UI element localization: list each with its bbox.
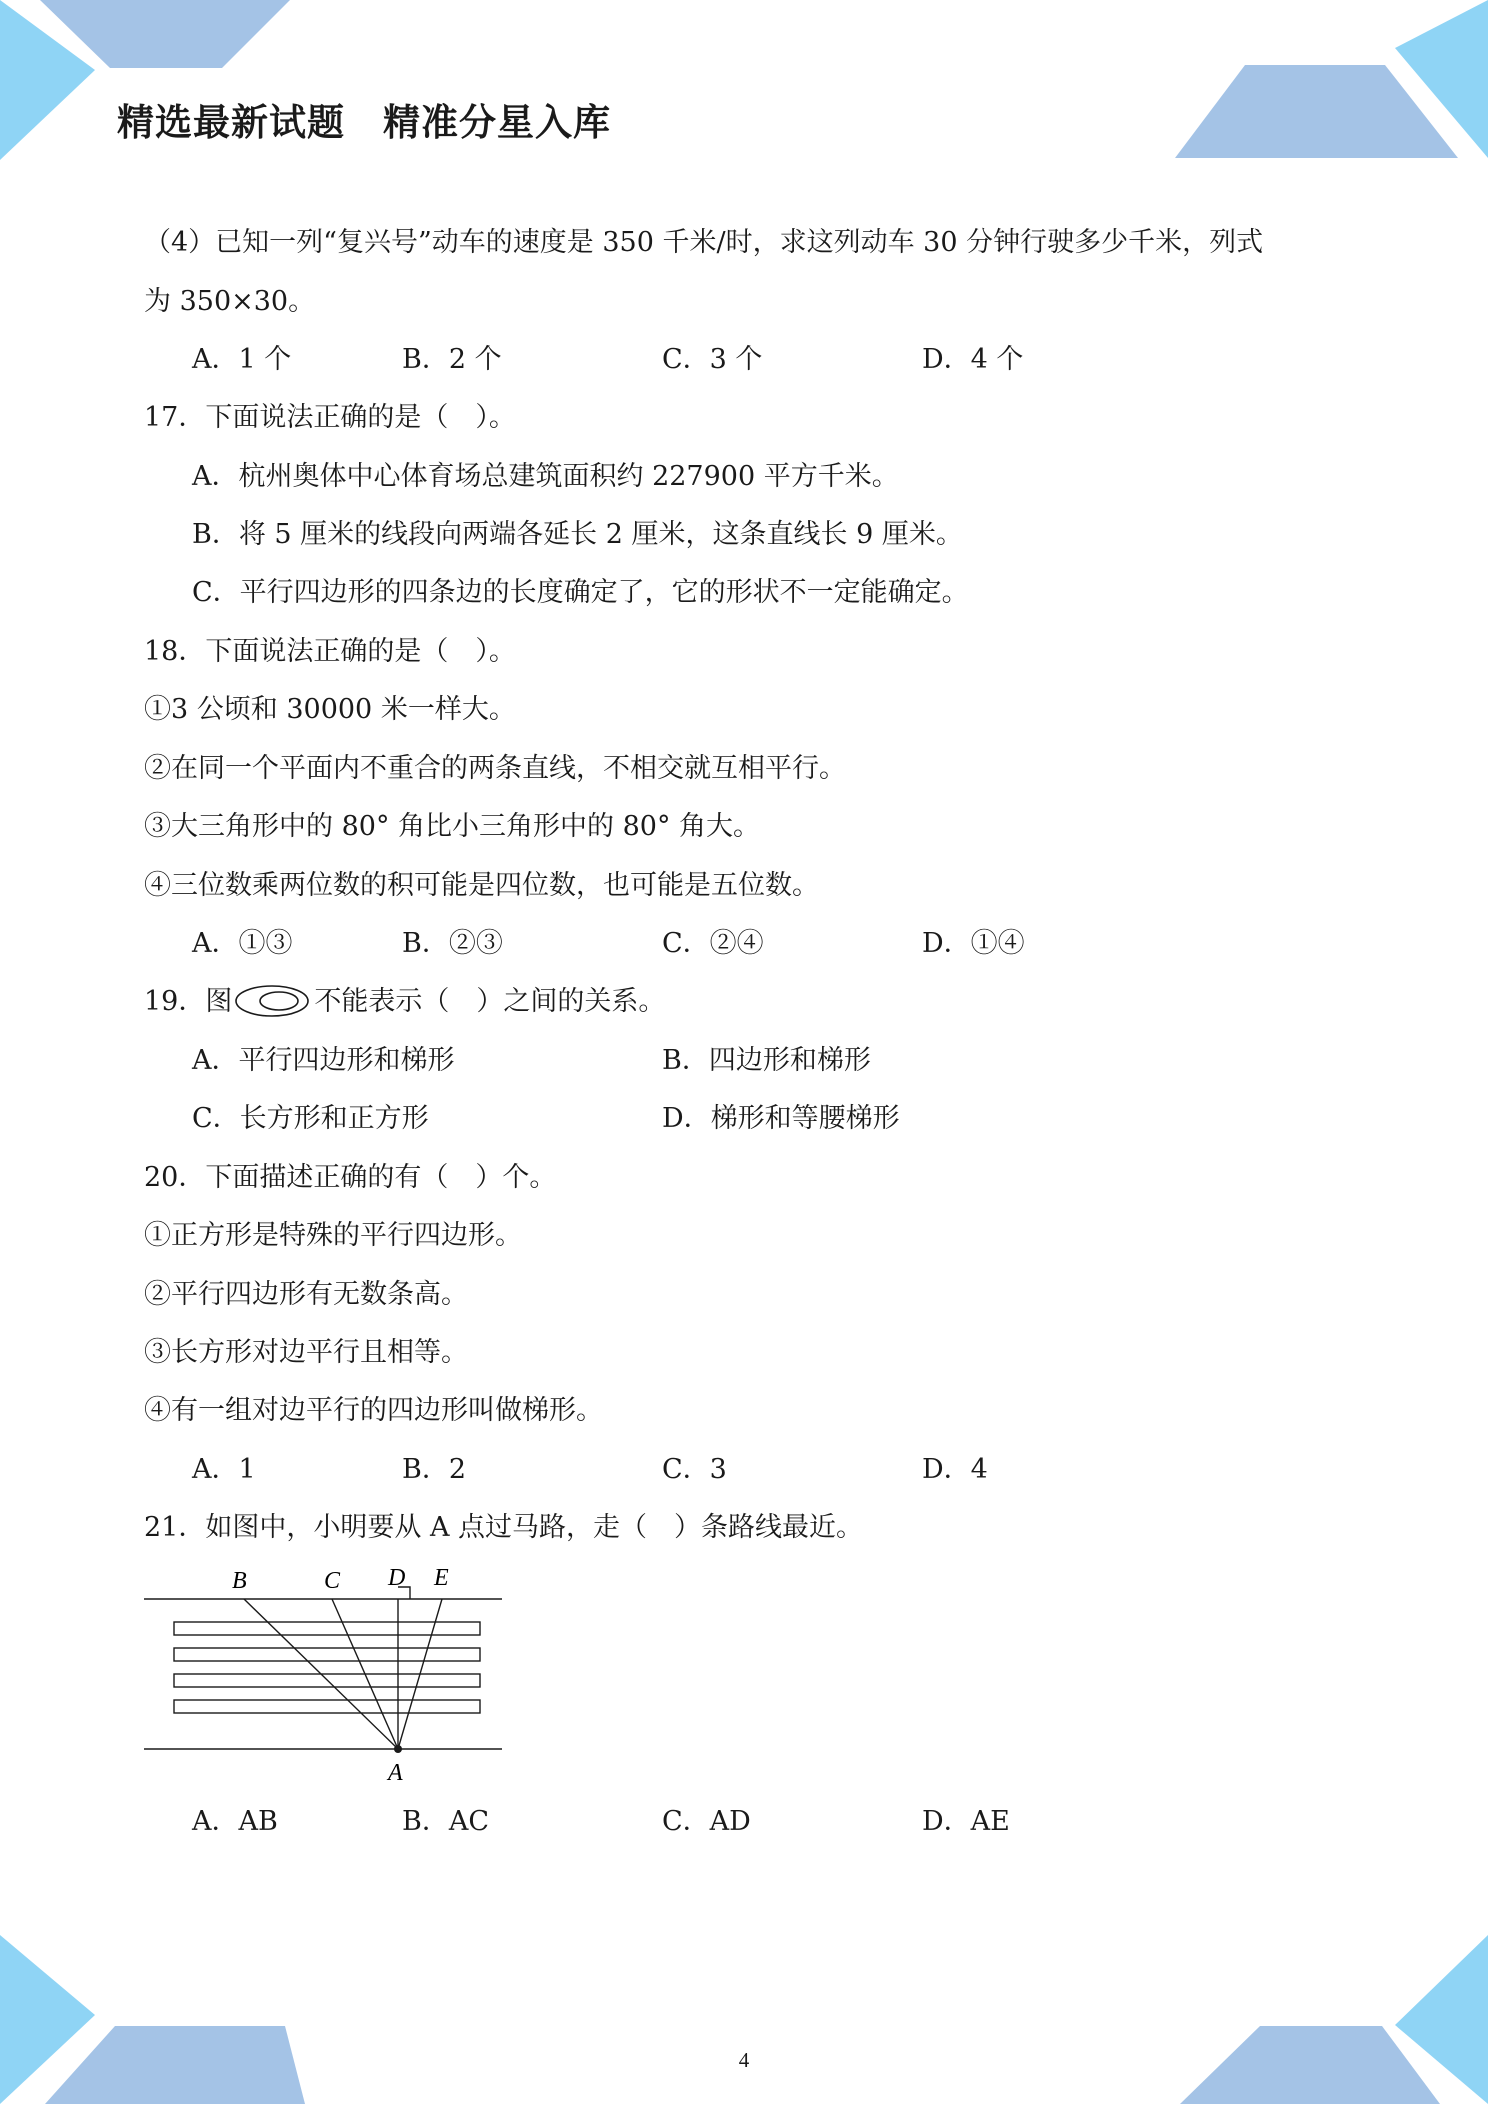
q19-stem bbox=[144, 984, 665, 1020]
q18-statement-4: ④三位数乘两位数的积可能是四位数，也可能是五位数。 bbox=[144, 870, 819, 901]
q20-statement-3: ③长方形对边平行且相等。 bbox=[144, 1337, 468, 1368]
q18-option-c[interactable]: C．②④ bbox=[662, 928, 764, 959]
q16-line-1: （4）已知一列“复兴号”动车的速度是 350 千米/时，求这列动车 30 分钟行驶多少千米，列式 bbox=[144, 227, 1264, 258]
q18-option-d[interactable]: D．①④ bbox=[922, 928, 1025, 959]
q21-option-d[interactable]: D．AE bbox=[922, 1806, 1010, 1837]
q20-statement-2: ②平行四边形有无数条高。 bbox=[144, 1279, 468, 1310]
label-e: E bbox=[434, 1565, 449, 1591]
label-b: B bbox=[232, 1568, 247, 1594]
q17-option-c[interactable]: C．平行四边形的四条边的长度确定了，它的形状不一定能确定。 bbox=[192, 577, 969, 608]
q20-option-d[interactable]: D．4 bbox=[922, 1454, 988, 1485]
page-number: 4 bbox=[738, 2048, 750, 2072]
q17-stem: 17．下面说法正确的是（ ）。 bbox=[144, 402, 516, 433]
q20-option-a[interactable]: A．1 bbox=[192, 1454, 256, 1485]
q19-option-d[interactable]: D．梯形和等腰梯形 bbox=[662, 1103, 900, 1134]
q21-option-c[interactable]: C．AD bbox=[662, 1806, 751, 1837]
q21-option-a[interactable]: A．AB bbox=[192, 1806, 278, 1837]
q20-statement-1: ①正方形是特殊的平行四边形。 bbox=[144, 1220, 522, 1251]
q18-option-a[interactable]: A．①③ bbox=[192, 928, 293, 959]
q16-option-d[interactable]: D．4 个 bbox=[922, 344, 1024, 375]
q16-option-b[interactable]: B．2 个 bbox=[402, 344, 502, 375]
point-a-dot bbox=[394, 1745, 402, 1753]
q21-stem: 21．如图中，小明要从 A 点过马路，走（ ）条路线最近。 bbox=[144, 1512, 864, 1543]
q21-option-b[interactable]: B．AC bbox=[402, 1806, 489, 1837]
q19-option-c[interactable]: C．长方形和正方形 bbox=[192, 1103, 429, 1134]
q20-statement-4: ④有一组对边平行的四边形叫做梯形。 bbox=[144, 1395, 603, 1426]
q17-option-a[interactable]: A．杭州奥体中心体育场总建筑面积约 227900 平方千米。 bbox=[192, 461, 899, 492]
q16-option-c[interactable]: C．3 个 bbox=[662, 344, 763, 375]
q20-option-b[interactable]: B．2 bbox=[402, 1454, 467, 1485]
crosswalk-stripe bbox=[174, 1648, 480, 1661]
label-a: A bbox=[388, 1760, 403, 1786]
q16-line-2: 为 350×30。 bbox=[144, 286, 316, 317]
q17-option-b[interactable]: B．将 5 厘米的线段向两端各延长 2 厘米，这条直线长 9 厘米。 bbox=[192, 519, 963, 550]
q18-option-b[interactable]: B．②③ bbox=[402, 928, 503, 959]
q20-stem: 20．下面描述正确的有（ ）个。 bbox=[144, 1162, 557, 1193]
q19-stem-after: 不能表示（ ）之间的关系。 bbox=[314, 986, 666, 1017]
q19-stem-before: 19．图 bbox=[144, 986, 233, 1017]
header-title: 精选最新试题 精准分星入库 bbox=[117, 101, 611, 144]
q19-option-b[interactable]: B．四边形和梯形 bbox=[662, 1045, 871, 1076]
road-crossing-figure bbox=[142, 1560, 512, 1792]
q20-option-c[interactable]: C．3 bbox=[662, 1454, 727, 1485]
q19-option-a[interactable]: A．平行四边形和梯形 bbox=[192, 1045, 455, 1076]
q18-stem: 18．下面说法正确的是（ ）。 bbox=[144, 636, 516, 667]
crosswalk-stripe bbox=[174, 1700, 480, 1713]
top-right-trapezoid bbox=[1175, 65, 1458, 158]
q18-statement-3: ③大三角形中的 80° 角比小三角形中的 80° 角大。 bbox=[144, 811, 761, 842]
label-d: D bbox=[388, 1565, 406, 1591]
label-c: C bbox=[324, 1568, 341, 1594]
q16-option-a[interactable]: A．1 个 bbox=[192, 344, 292, 375]
nested-ellipses-icon bbox=[234, 984, 312, 1018]
q18-statement-1: ①3 公顷和 30000 米一样大。 bbox=[144, 694, 516, 725]
q18-statement-2: ②在同一个平面内不重合的两条直线，不相交就互相平行。 bbox=[144, 753, 846, 784]
